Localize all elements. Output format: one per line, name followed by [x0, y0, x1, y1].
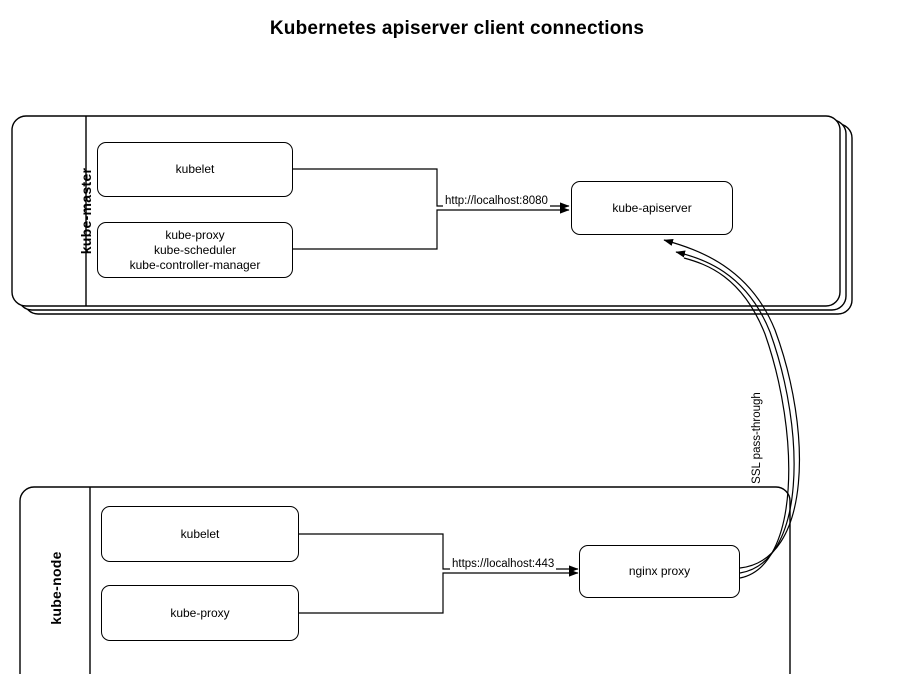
- node-label-line-1: kube-proxy: [165, 227, 225, 242]
- node-label: kubelet: [175, 162, 215, 176]
- node-node-kube-proxy[interactable]: [101, 585, 299, 641]
- node-master-components[interactable]: [97, 222, 293, 278]
- node-nginx-proxy[interactable]: [579, 545, 740, 598]
- node-label: kube-apiserver: [612, 200, 692, 215]
- node-kube-apiserver[interactable]: [571, 181, 733, 235]
- edge-label-https-localhost-443: https://localhost:443: [452, 558, 555, 570]
- node-label-line-2: kube-scheduler: [153, 242, 237, 257]
- edge-label-ssl-pass-through: SSL pass-through: [751, 392, 763, 484]
- group-label-kube-node: kube-node: [48, 551, 64, 625]
- edge-label-http-localhost-8080: http://localhost:8080: [445, 195, 548, 207]
- node-label-line-3: kube-controller-manager: [129, 257, 261, 272]
- node-label: kubelet: [180, 526, 220, 541]
- node-node-kubelet[interactable]: [101, 506, 299, 562]
- page-title: Kubernetes apiserver client connections: [269, 18, 645, 39]
- node-label: nginx proxy: [628, 564, 691, 578]
- node-label: kube-proxy: [170, 605, 230, 620]
- group-label-kube-master: kube-master: [78, 167, 94, 255]
- node-master-kubelet[interactable]: [97, 142, 293, 197]
